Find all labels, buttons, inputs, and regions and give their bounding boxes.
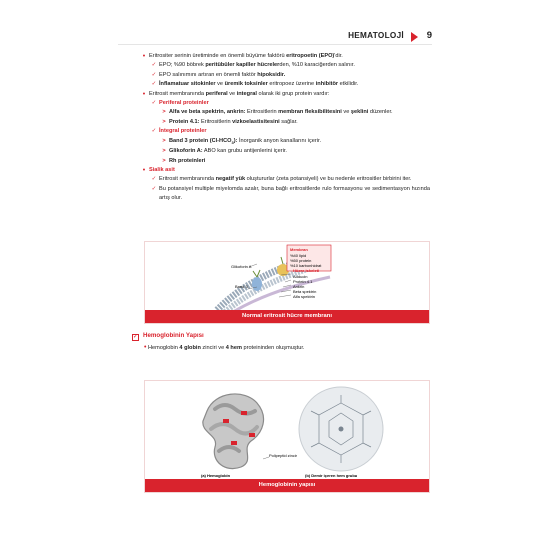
figure2-caption: Hemoglobinin yapısı xyxy=(145,479,429,492)
arrow-right-icon: > xyxy=(162,109,166,116)
header-divider xyxy=(118,44,432,45)
iron-atom xyxy=(339,427,344,432)
bullet-icon: • xyxy=(142,166,146,174)
bullet-membrane-proteins: • Eritrosit membranında periferal ve integral olarak iki grup protein vardır: xyxy=(140,90,430,99)
heme-group-marker xyxy=(249,433,255,437)
hemoglobin-protein-model xyxy=(203,394,264,469)
header-arrow-icon xyxy=(411,32,418,42)
check-icon: ✓ xyxy=(151,185,157,192)
arrow-right-icon: > xyxy=(162,118,166,125)
ankrin-label: Ankrin xyxy=(293,284,305,289)
figure1-caption: Normal eritrosit hücre membranı xyxy=(145,310,429,323)
bullet-epo: • Eritrositer serinin üretiminde en önemli büyüme faktörü eritropoetin (EPO)'dir. xyxy=(140,52,430,61)
check-epo-source: ✓ EPO; %90 böbrek peritübüler kapiller hücrelerden, %10 karaciğerden salınır. xyxy=(140,61,430,70)
chapter-title: HEMATOLOJİ xyxy=(348,31,404,40)
beta-spektrin-label: Beta spektrin xyxy=(293,289,317,294)
check-epo-hypoxia: ✓ EPO salınımını artıran en önemli faktör hipoksidir. xyxy=(140,71,430,80)
hemoglobin-section-heading: ✓ Hemoglobinin Yapısı xyxy=(133,332,204,340)
bullet-icon: • xyxy=(142,90,146,98)
heme-subfigure-label: (b) Demir içeren hem grubu xyxy=(305,473,358,478)
integral-item-rh: > Rh proteinleri xyxy=(140,157,430,166)
membrane-label: Membran xyxy=(290,247,308,252)
heme-group-marker xyxy=(223,419,229,423)
arrow-right-icon: > xyxy=(162,137,166,144)
protein-label: %50 protein xyxy=(290,258,312,263)
check-icon: ✓ xyxy=(151,128,157,135)
alfa-spektrin-label: Alfa spektrin xyxy=(293,294,316,299)
integral-item-band3: > Band 3 protein $(Cl-HCO_3)$: İnorganik anyon kanallarını içerir. xyxy=(140,137,430,148)
membrane-figure xyxy=(144,241,430,324)
check-myeloma: ✓ Bu potansiyel multiple miyelomda azalır, buna bağlı eritrositlerde rulo formasyonu ve sedimentasyon hızında artış olur. xyxy=(151,185,430,202)
page-number: 9 xyxy=(426,30,432,41)
glikoforin-protein xyxy=(252,277,262,291)
band3-label: Band 3 xyxy=(235,284,248,289)
adducin-label: Adducin xyxy=(293,274,308,279)
integral-item-glikoforin: > Glikoforin A: ABO kan grubu antijenlerini içerir. xyxy=(140,147,430,156)
periferal-heading: ✓ Periferal proteinler xyxy=(140,99,430,108)
bullet-sialik-asit: • Sialik asit xyxy=(140,166,430,175)
karbonhidrat-label: %10 karbonhidrat xyxy=(290,263,322,268)
page-header xyxy=(0,0,550,44)
hemoglobin-description: • Hemoglobin 4 globin zinciri ve 4 hem proteininden oluşmuştur. xyxy=(144,344,305,351)
checkbox-icon: ✓ xyxy=(133,334,139,340)
check-icon: ✓ xyxy=(151,100,157,107)
membrane-illustration xyxy=(145,242,429,312)
check-icon: ✓ xyxy=(151,176,157,183)
heme-group-marker xyxy=(241,411,247,415)
hemoglobin-subfigure-label: (a) Hemoglobin xyxy=(201,473,231,478)
hemoglobin-illustration xyxy=(145,381,429,481)
periferal-item-spektrin: > Alfa ve beta spektrin, ankrin: Eritrositlerin membran fleksibilitesini ve şeklini düzenler. xyxy=(140,108,430,117)
periferal-item-protein41: > Protein 4.1: Eritrositlerin vizkoelastisitesini sağlar. xyxy=(140,118,430,127)
check-inhibitors: ✓ İnflamatuar sitokinler ve üremik toksinler eritropoez üzerine inhibitör etkilidir. xyxy=(140,80,430,89)
hucre-iskeleti-label: Hücre iskeleti xyxy=(293,268,320,273)
spectrin-network xyxy=(233,277,330,312)
protein41-label: Protein 4.1 xyxy=(293,279,313,284)
integral-heading: ✓ İntegral proteinler xyxy=(140,127,430,136)
check-zeta: ✓ Eritrosit membranında negatif yük oluştururlar (zeta potansiyeli) ve bu nedenle eritrositler birbirini iter. xyxy=(140,175,430,184)
arrow-right-icon: > xyxy=(162,157,166,164)
main-content xyxy=(140,52,430,204)
heme-group-marker xyxy=(231,441,237,445)
polipeptid-label: Polipeptid zincir xyxy=(269,453,298,458)
bullet-icon: • xyxy=(142,53,146,60)
check-icon: ✓ xyxy=(151,71,157,78)
lipid-label: %40 lipid xyxy=(290,253,307,258)
bullet-icon: • xyxy=(144,344,147,351)
glikoforin-label: Glikoforin A xyxy=(231,264,252,269)
check-icon: ✓ xyxy=(151,62,157,69)
check-icon: ✓ xyxy=(151,81,157,88)
hemoglobin-figure xyxy=(144,380,430,493)
arrow-right-icon: > xyxy=(162,148,166,155)
